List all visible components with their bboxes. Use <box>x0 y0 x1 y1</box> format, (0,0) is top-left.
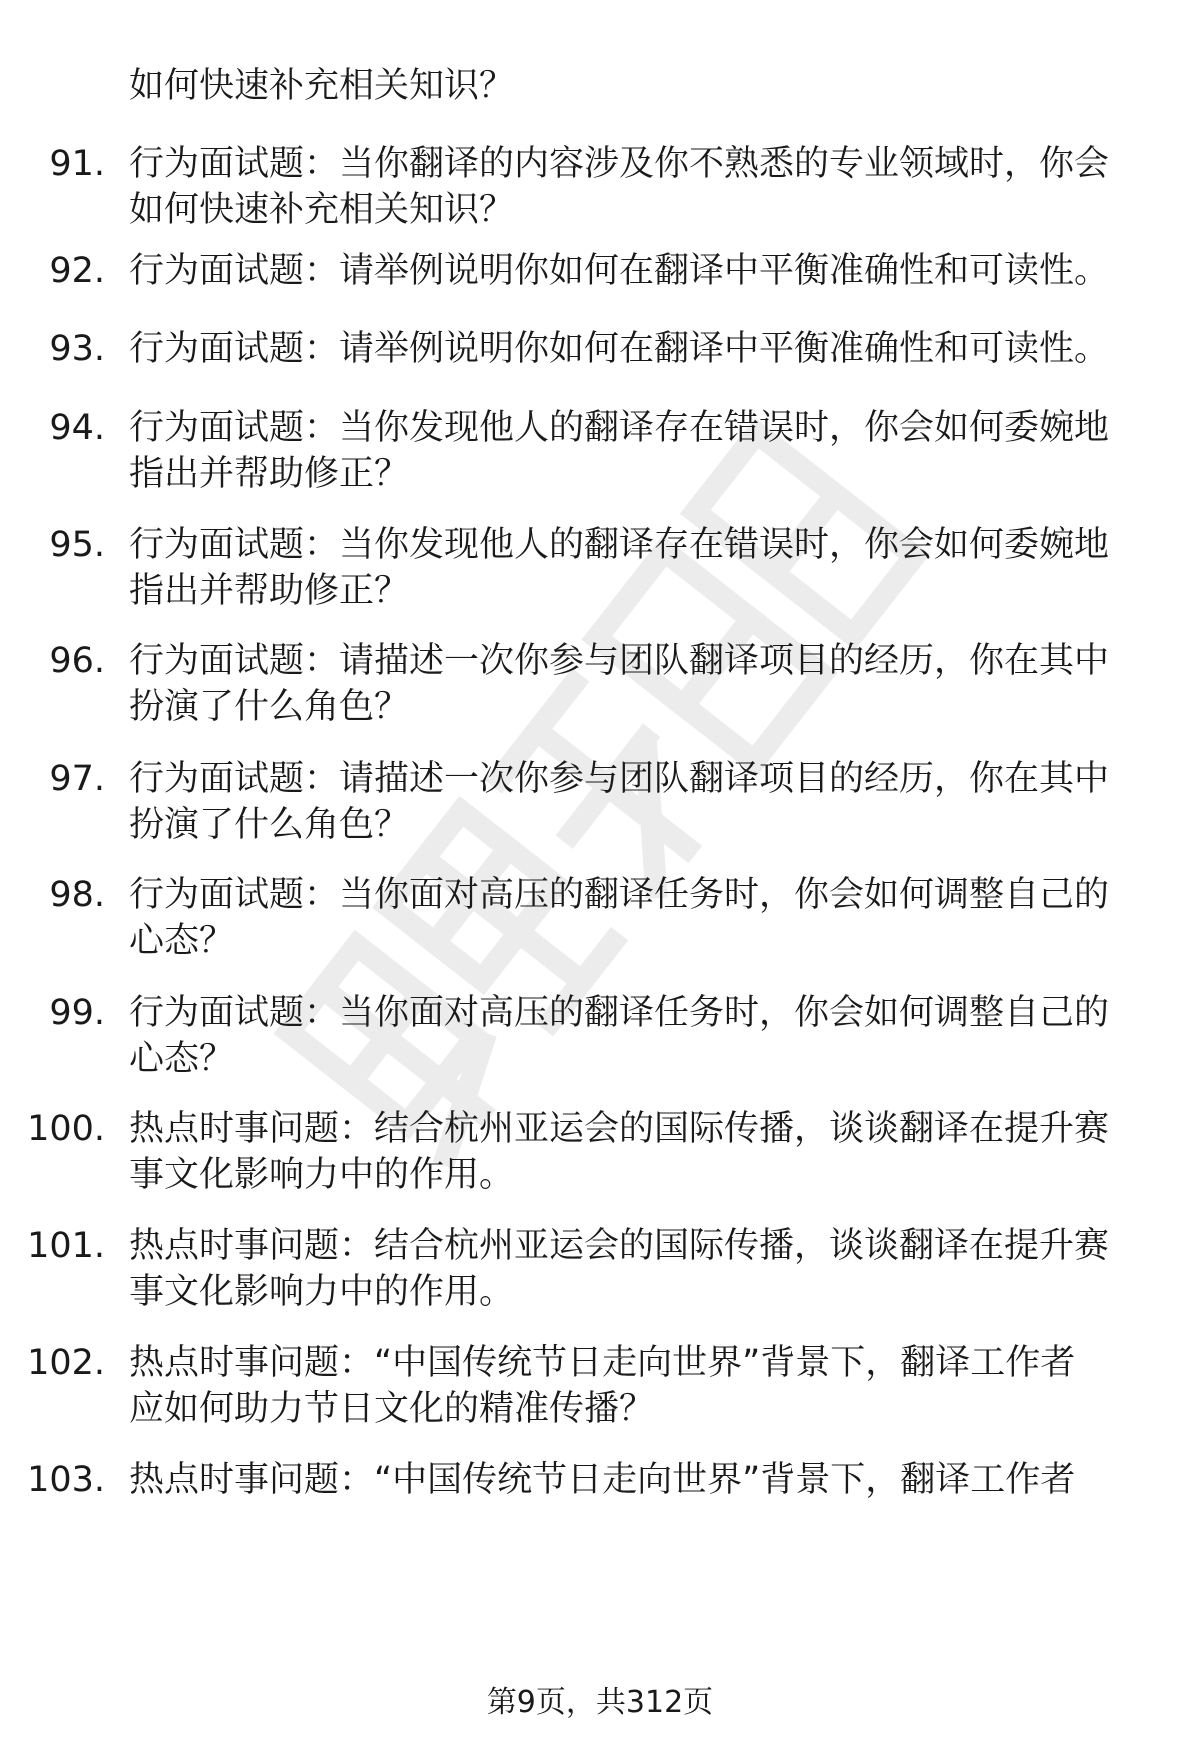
item-number: 95. <box>49 525 105 565</box>
item-text: 事文化影响力中的作用。 <box>129 1155 515 1195</box>
item-number: 97. <box>49 759 105 799</box>
page-footer: 第9页，共312页 <box>486 1685 714 1720</box>
item-text: 行为面试题：请举例说明你如何在翻译中平衡准确性和可读性。 <box>129 329 1110 369</box>
item-text: 行为面试题：请描述一次你参与团队翻译项目的经历，你在其中 <box>129 759 1110 799</box>
item-text: 应如何助力节日文化的精准传播？ <box>129 1389 655 1429</box>
item-text: 行为面试题：当你发现他人的翻译存在错误时，你会如何委婉地 <box>129 525 1110 565</box>
item-text: 心态？ <box>129 921 235 961</box>
item-text: 扮演了什么角色？ <box>129 805 410 845</box>
item-text: 热点时事问题：“中国传统节日走向世界”背景下，翻译工作者 <box>129 1343 1076 1383</box>
item-number: 101. <box>27 1226 105 1266</box>
item-text: 行为面试题：请举例说明你如何在翻译中平衡准确性和可读性。 <box>129 251 1110 291</box>
item-text: 扮演了什么角色？ <box>129 687 410 727</box>
item-number: 94. <box>49 408 105 448</box>
item-text: 行为面试题：请描述一次你参与团队翻译项目的经历，你在其中 <box>129 641 1110 681</box>
item-number: 99. <box>49 993 105 1033</box>
item-text: 如何快速补充相关知识？ <box>129 190 515 230</box>
item-text: 行为面试题：当你发现他人的翻译存在错误时，你会如何委婉地 <box>129 408 1110 448</box>
item-number: 91. <box>49 144 105 184</box>
item-text: 行为面试题：当你翻译的内容涉及你不熟悉的专业领域时，你会 <box>129 144 1110 184</box>
item-text: 热点时事问题：结合杭州亚运会的国际传播，谈谈翻译在提升赛 <box>129 1109 1110 1149</box>
item-number: 100. <box>27 1109 105 1149</box>
item-number: 96. <box>49 641 105 681</box>
item-text: 事文化影响力中的作用。 <box>129 1272 515 1312</box>
item-text: 行为面试题：当你面对高压的翻译任务时，你会如何调整自己的 <box>129 875 1110 915</box>
item-text: 指出并帮助修正？ <box>129 454 410 494</box>
item-number: 98. <box>49 875 105 915</box>
item-text: 行为面试题：当你面对高压的翻译任务时，你会如何调整自己的 <box>129 993 1110 1033</box>
item-number: 102. <box>27 1343 105 1383</box>
item-text: 心态？ <box>129 1039 235 1079</box>
item-text: 指出并帮助修正？ <box>129 571 410 611</box>
continuation-text: 如何快速补充相关知识？ <box>129 66 515 106</box>
item-number: 103. <box>27 1460 105 1500</box>
item-text: 热点时事问题：结合杭州亚运会的国际传播，谈谈翻译在提升赛 <box>129 1226 1110 1266</box>
item-text: 热点时事问题：“中国传统节日走向世界”背景下，翻译工作者 <box>129 1460 1076 1500</box>
item-number: 93. <box>49 329 105 369</box>
item-number: 92. <box>49 251 105 291</box>
